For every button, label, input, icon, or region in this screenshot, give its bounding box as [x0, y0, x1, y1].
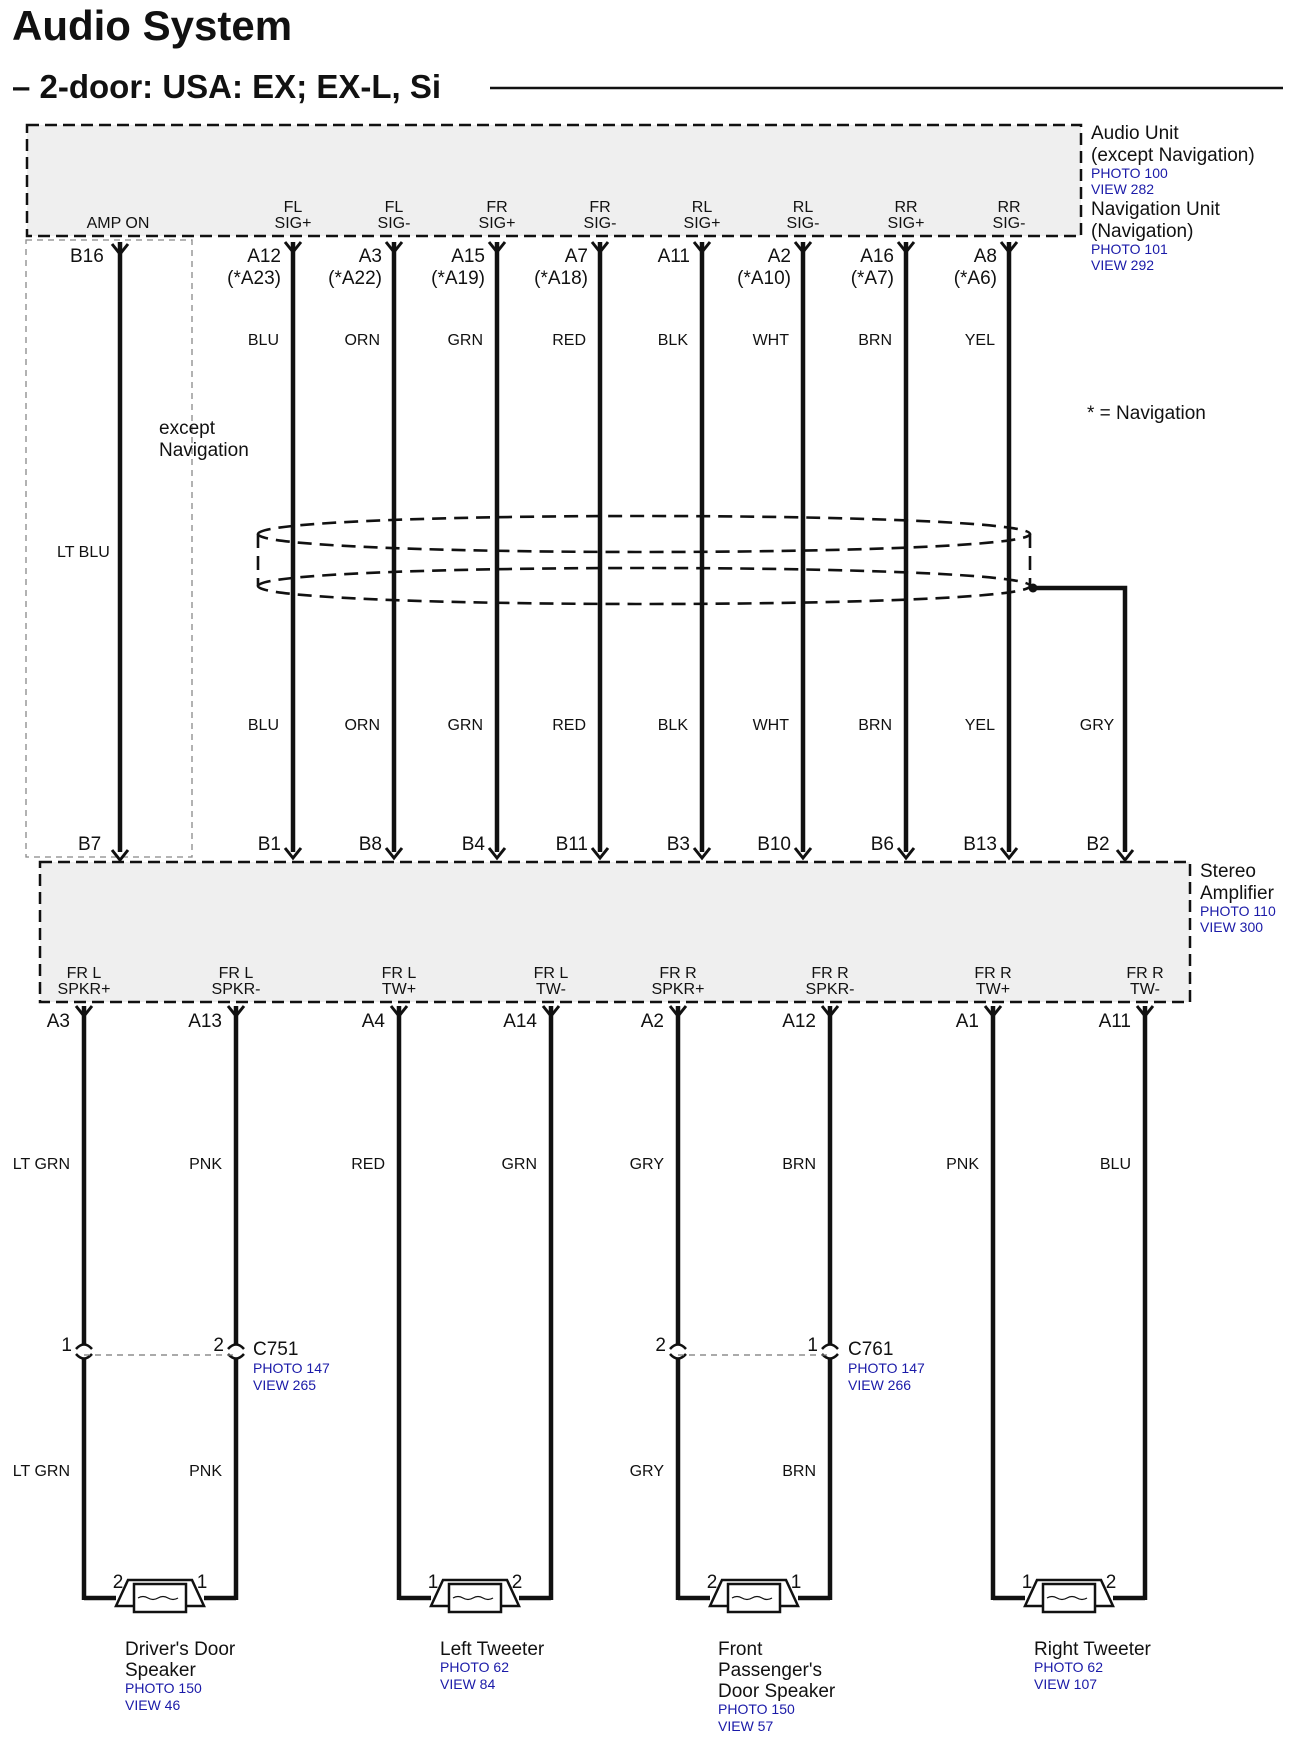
amp-output-label: FR L: [218, 965, 254, 982]
unit-pin: A7: [564, 246, 588, 267]
unit-pin: A12: [247, 246, 281, 267]
wire-color: YEL: [964, 717, 995, 734]
c761-name: C761: [848, 1339, 894, 1360]
signal-wire: [431, 199, 515, 900]
speaker-wire: [501, 965, 568, 1600]
amp-output-label: FR R: [1126, 965, 1164, 982]
shield-upper-ellipse: [258, 516, 1030, 552]
shield-lower-ellipse: [258, 568, 1030, 604]
amp-output-label: TW+: [381, 981, 417, 998]
speaker-photo: PHOTO 150: [125, 1680, 202, 1696]
unit-terminal-label: SIG-: [583, 215, 617, 232]
unit-terminal-label: FL: [384, 199, 404, 216]
navigation-legend: * = Navigation: [1087, 403, 1206, 424]
wire-color: BRN: [858, 332, 892, 349]
unit-terminal-label: SIG+: [478, 215, 516, 232]
amp-pin: B6: [870, 834, 894, 855]
speaker-pin: 2: [706, 1572, 718, 1593]
unit-pin: A15: [451, 246, 485, 267]
nav-unit-pin: (*A6): [953, 268, 997, 289]
speaker-cone: [449, 1584, 501, 1612]
unit-terminal-label: SIG+: [274, 215, 312, 232]
inline-connector-pin: 1: [807, 1335, 818, 1356]
nav-unit-pin: (*A18): [534, 268, 588, 289]
diagram-subtitle: – 2-door: USA: EX; EX-L, Si: [12, 68, 442, 105]
signal-wire: [658, 199, 721, 900]
wire-color: ORN: [344, 717, 380, 734]
speaker-name: Passenger's: [718, 1660, 822, 1681]
c751-photo: PHOTO 147: [253, 1360, 330, 1376]
amp-output-label: SPKR-: [211, 981, 261, 998]
nav-unit-name: Navigation Unit: [1091, 199, 1220, 220]
amp-output-pin: A11: [1098, 1011, 1131, 1032]
amp-output-pin: A14: [503, 1011, 537, 1032]
wire-color: YEL: [964, 332, 995, 349]
unit-terminal-label: SIG-: [786, 215, 820, 232]
speaker: [993, 1572, 1152, 1692]
amp-output-label: FR R: [659, 965, 697, 982]
speaker-photo: PHOTO 62: [440, 1659, 509, 1675]
except-navigation-label-2: Navigation: [159, 440, 249, 461]
wire-color: BRN: [782, 1463, 816, 1480]
nav-unit-subname: (Navigation): [1091, 221, 1194, 242]
unit-pin: A8: [973, 246, 997, 267]
amp-output-label: FR L: [381, 965, 417, 982]
wire-color: GRN: [447, 332, 483, 349]
wire-color: GRY: [629, 1156, 664, 1173]
wire-color: LT GRN: [12, 1156, 70, 1173]
amplifier-photo: PHOTO 110: [1200, 903, 1276, 919]
amp-pin: B4: [461, 834, 485, 855]
speaker-pin: 2: [112, 1572, 124, 1593]
speaker-wire: [782, 965, 854, 1600]
shield-wire-color: GRY: [1079, 717, 1115, 734]
amp-output-label: TW-: [536, 981, 566, 998]
wire-color: RED: [552, 332, 586, 349]
wire-color: ORN: [344, 332, 380, 349]
speaker-wires: [13, 965, 1164, 1600]
nav-unit-pin: (*A23): [227, 268, 281, 289]
nav-unit-pin: (*A19): [431, 268, 485, 289]
nav-unit-photo: PHOTO 101: [1091, 241, 1168, 257]
amplifier-name-2: Amplifier: [1200, 883, 1274, 904]
amp-output-pin: A13: [188, 1011, 222, 1032]
speaker-wire: [351, 965, 416, 1600]
amplifier-name: Stereo: [1200, 861, 1256, 882]
unit-terminal-label: SIG+: [887, 215, 925, 232]
amp-output-label: FR L: [66, 965, 102, 982]
c751-view: VIEW 265: [253, 1377, 317, 1393]
c761-view: VIEW 266: [848, 1377, 912, 1393]
nav-unit-pin: (*A22): [328, 268, 382, 289]
amp-pin: B13: [963, 834, 997, 855]
wire-color: BRN: [782, 1156, 816, 1173]
speaker-photo: PHOTO 62: [1034, 1659, 1103, 1675]
speaker-name: Speaker: [125, 1660, 196, 1681]
wire-color: BLU: [247, 717, 279, 734]
diagram-title: Audio System: [12, 2, 293, 49]
wire-color: BLU: [1099, 1156, 1131, 1173]
speaker: [678, 1572, 836, 1734]
signal-wire: [227, 199, 311, 900]
unit-terminal-label: SIG-: [377, 215, 411, 232]
amp-output-pin: A1: [955, 1011, 979, 1032]
c751-name: C751: [253, 1339, 299, 1360]
nav-unit-pin: (*A7): [850, 268, 894, 289]
wire-color: RED: [351, 1156, 385, 1173]
unit-terminal-label: RL: [691, 199, 713, 216]
except-navigation-label-1: except: [159, 418, 215, 439]
wire-color: GRN: [501, 1156, 537, 1173]
unit-terminal-label: RR: [894, 199, 918, 216]
unit-terminal-label: FL: [283, 199, 303, 216]
wire-color: PNK: [189, 1463, 222, 1480]
speaker-pin: 1: [196, 1572, 208, 1593]
wire-color: LT GRN: [12, 1463, 70, 1480]
speaker-wire: [946, 965, 1012, 1600]
nav-unit-view: VIEW 292: [1091, 257, 1155, 273]
unit-terminal-label: RR: [997, 199, 1021, 216]
c761-photo: PHOTO 147: [848, 1360, 925, 1376]
speaker-pin: 2: [1105, 1572, 1117, 1593]
amp-output-label: SPKR+: [57, 981, 111, 998]
speaker-photo: PHOTO 150: [718, 1701, 795, 1717]
wire-color: GRN: [447, 717, 483, 734]
amp-output-label: SPKR+: [651, 981, 705, 998]
speaker-pin: 2: [511, 1572, 523, 1593]
amp-pin: B1: [257, 834, 281, 855]
speaker-pin: 1: [790, 1572, 802, 1593]
unit-pin: A2: [767, 246, 791, 267]
wire-color: PNK: [189, 1156, 222, 1173]
amp-output-pin: A2: [640, 1011, 664, 1032]
wire-color: WHT: [752, 332, 789, 349]
amp-output-label: TW+: [975, 981, 1011, 998]
unit-terminal-label: SIG+: [683, 215, 721, 232]
speaker-wire: [1099, 965, 1164, 1600]
wire-color: WHT: [752, 717, 789, 734]
amp-output-pin: A12: [782, 1011, 816, 1032]
unit-terminal-label: SIG-: [992, 215, 1026, 232]
speaker-name: Door Speaker: [718, 1681, 836, 1702]
wire-color: BLU: [247, 332, 279, 349]
speaker: [399, 1572, 551, 1692]
wire-color: BRN: [858, 717, 892, 734]
amp-on-terminal-label: AMP ON: [86, 215, 150, 232]
signal-wires: [227, 199, 1025, 900]
wire-color: RED: [552, 717, 586, 734]
speaker-cone: [1043, 1584, 1095, 1612]
unit-pin: A3: [358, 246, 382, 267]
speaker-view: VIEW 46: [125, 1697, 181, 1713]
audio-unit-subname: (except Navigation): [1091, 145, 1255, 166]
amp-pin: B11: [555, 834, 588, 855]
inline-connector-pin: 2: [213, 1335, 224, 1356]
unit-pin: A16: [860, 246, 894, 267]
amp-output-pin: A4: [361, 1011, 385, 1032]
speaker-pin: 1: [427, 1572, 439, 1593]
unit-terminal-label: FR: [486, 199, 508, 216]
amp-pin: B3: [666, 834, 690, 855]
audio-unit-name: Audio Unit: [1091, 123, 1179, 144]
wire-color: PNK: [946, 1156, 979, 1173]
speaker-view: VIEW 57: [718, 1718, 774, 1734]
speaker-pin: 1: [1021, 1572, 1033, 1593]
speaker-wire: [13, 965, 111, 1600]
audio-unit-view: VIEW 282: [1091, 181, 1155, 197]
wire-color: BLK: [657, 717, 688, 734]
inline-connector-pin: 1: [61, 1335, 72, 1356]
amp-output-pin: A3: [46, 1011, 70, 1032]
wire-color: GRY: [629, 1463, 664, 1480]
audio-unit-photo: PHOTO 100: [1091, 165, 1168, 181]
speaker-view: VIEW 107: [1034, 1676, 1098, 1692]
amp-on-unit-pin: B16: [70, 246, 104, 267]
inline-connector-pin: 2: [655, 1335, 666, 1356]
signal-wire: [954, 199, 1026, 900]
amplifier-view: VIEW 300: [1200, 919, 1264, 935]
speaker-cone: [134, 1584, 186, 1612]
amp-output-label: FR R: [974, 965, 1012, 982]
amp-output-label: FR L: [533, 965, 569, 982]
speaker-cone: [728, 1584, 780, 1612]
speaker-view: VIEW 84: [440, 1676, 496, 1692]
speaker: [84, 1572, 236, 1713]
speaker-name: Left Tweeter: [440, 1639, 545, 1660]
amp-output-label: FR R: [811, 965, 849, 982]
amp-output-label: SPKR-: [805, 981, 855, 998]
speaker-name: Right Tweeter: [1034, 1639, 1151, 1660]
wire-color: BLK: [657, 332, 688, 349]
unit-terminal-label: FR: [589, 199, 611, 216]
shield-amp-pin: B2: [1086, 834, 1110, 855]
amp-pin: B10: [757, 834, 791, 855]
amp-on-wire-color: LT BLU: [57, 544, 110, 561]
signal-wire: [534, 199, 616, 900]
amp-pin: B8: [358, 834, 382, 855]
amp-on-amp-pin: B7: [78, 834, 102, 855]
nav-unit-pin: (*A10): [737, 268, 791, 289]
unit-terminal-label: RL: [792, 199, 814, 216]
speaker-name: Front: [718, 1639, 763, 1660]
speaker-wire: [188, 965, 260, 1600]
speaker-wire: [630, 965, 705, 1600]
unit-pin: A11: [657, 246, 690, 267]
signal-wire: [851, 199, 925, 900]
amp-output-label: TW-: [1130, 981, 1160, 998]
speaker-name: Driver's Door: [125, 1639, 236, 1660]
